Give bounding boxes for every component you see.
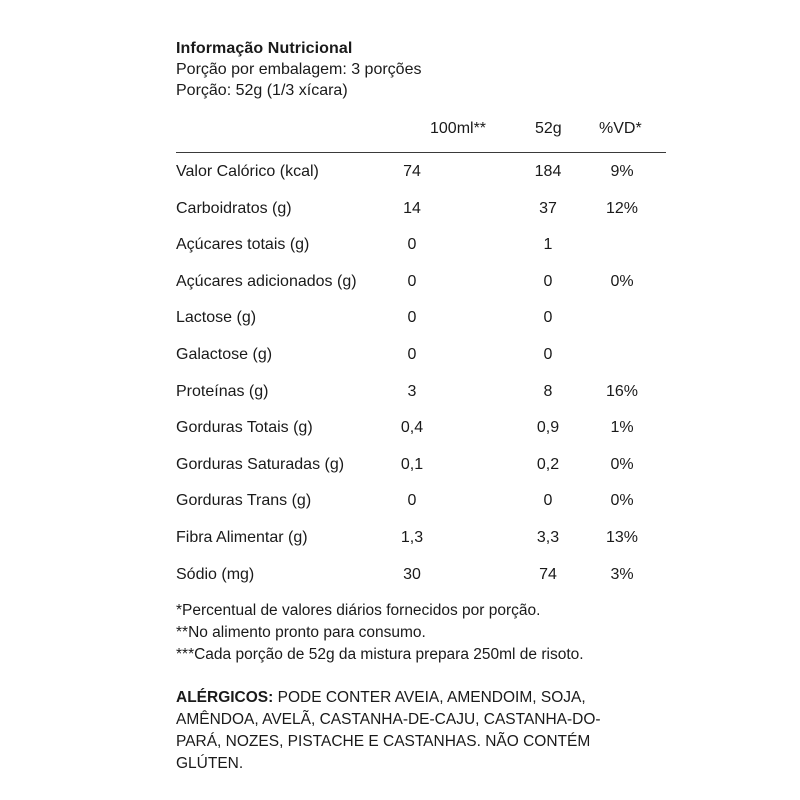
daily-value-percent: 12% xyxy=(605,199,639,217)
value-per-serving: 0,2 xyxy=(536,455,560,473)
value-per-100ml: 74 xyxy=(403,163,421,180)
serving-size: Porção: 52g (1/3 xícara) xyxy=(176,82,348,99)
value-per-100ml: 1,3 xyxy=(400,528,424,546)
value-per-100ml: 0 xyxy=(407,309,417,327)
allergen-text: PODE CONTER AVEIA, AMENDOIM, SOJA, xyxy=(273,689,586,707)
nutrient-label: Galactose (g) xyxy=(176,345,273,363)
value-per-100ml: 0 xyxy=(407,272,417,290)
value-per-serving: 0 xyxy=(543,309,553,327)
nutrient-label: Açúcares totais (g) xyxy=(176,236,310,254)
column-header-100ml: 100ml** xyxy=(430,120,487,137)
nutrient-label: Gorduras Totais (g) xyxy=(176,419,313,437)
table-row xyxy=(176,556,666,593)
nutrient-label: Lactose (g) xyxy=(176,309,257,327)
nutrient-label: Gorduras Trans (g) xyxy=(176,492,312,510)
value-per-100ml: 0,4 xyxy=(400,419,424,437)
column-header-serving: 52g xyxy=(535,120,562,137)
table-row xyxy=(176,482,666,519)
table-row xyxy=(176,263,666,300)
daily-value-percent: 0% xyxy=(610,492,634,510)
value-per-serving: 1 xyxy=(543,236,553,254)
value-per-serving: 8 xyxy=(543,382,553,400)
nutrition-facts-panel xyxy=(176,38,666,775)
value-per-100ml: 30 xyxy=(403,565,421,583)
value-per-serving: 0 xyxy=(543,492,553,510)
nutrient-label: Valor Calórico (kcal) xyxy=(176,163,319,180)
table-row xyxy=(176,336,666,373)
nutrient-label: Sódio (mg) xyxy=(176,565,255,583)
daily-value-percent: 13% xyxy=(605,528,639,546)
daily-value-percent: 0% xyxy=(610,272,634,290)
nutrition-title: Informação Nutricional xyxy=(176,40,353,57)
value-per-serving: 0 xyxy=(543,345,553,363)
allergen-heading: ALÉRGICOS: xyxy=(176,689,274,707)
value-per-100ml: 3 xyxy=(407,382,417,400)
table-row xyxy=(176,409,666,446)
value-per-100ml: 0 xyxy=(407,236,417,254)
daily-value-percent: 9% xyxy=(610,163,634,180)
table-row xyxy=(176,153,666,190)
nutrient-label: Açúcares adicionados (g) xyxy=(176,272,357,290)
value-per-serving: 37 xyxy=(539,199,557,217)
table-row xyxy=(176,299,666,336)
value-per-serving: 184 xyxy=(534,163,562,180)
value-per-serving: 3,3 xyxy=(536,528,560,546)
allergen-statement xyxy=(176,687,646,775)
value-per-100ml: 0,1 xyxy=(400,455,424,473)
value-per-100ml: 14 xyxy=(403,199,421,217)
nutrient-table xyxy=(176,153,666,592)
footnote-ready-to-eat: **No alimento pronto para consumo. xyxy=(176,624,426,642)
table-row xyxy=(176,446,666,483)
column-header-vd: %VD* xyxy=(599,120,642,137)
table-row xyxy=(176,226,666,263)
table-row xyxy=(176,519,666,556)
daily-value-percent: 16% xyxy=(605,382,639,400)
footnotes xyxy=(176,600,666,666)
nutrient-label: Carboidratos (g) xyxy=(176,199,292,217)
nutrient-label: Fibra Alimentar (g) xyxy=(176,528,308,546)
daily-value-percent: 0% xyxy=(610,455,634,473)
allergen-line xyxy=(176,687,646,709)
nutrient-label: Gorduras Saturadas (g) xyxy=(176,455,345,473)
value-per-100ml: 0 xyxy=(407,492,417,510)
allergen-line: GLÚTEN. xyxy=(176,755,244,773)
table-row xyxy=(176,190,666,227)
value-per-serving: 74 xyxy=(539,565,557,583)
daily-value-percent: 1% xyxy=(610,419,634,437)
servings-per-package: Porção por embalagem: 3 porções xyxy=(176,61,422,78)
table-row xyxy=(176,373,666,410)
nutrient-label: Proteínas (g) xyxy=(176,382,269,400)
allergen-line: PARÁ, NOZES, PISTACHE E CASTANHAS. NÃO CONTÉM xyxy=(176,733,591,751)
daily-value-percent: 3% xyxy=(610,565,634,583)
allergen-line: AMÊNDOA, AVELÃ, CASTANHA-DE-CAJU, CASTANHA-DO- xyxy=(176,711,601,729)
footnote-preparation: ***Cada porção de 52g da mistura prepara 250ml de risoto. xyxy=(176,646,584,664)
footnote-daily-value: *Percentual de valores diários fornecidos por porção. xyxy=(176,602,541,620)
value-per-serving: 0,9 xyxy=(536,419,560,437)
value-per-serving: 0 xyxy=(543,272,553,290)
column-headers xyxy=(176,120,666,152)
value-per-100ml: 0 xyxy=(407,345,417,363)
